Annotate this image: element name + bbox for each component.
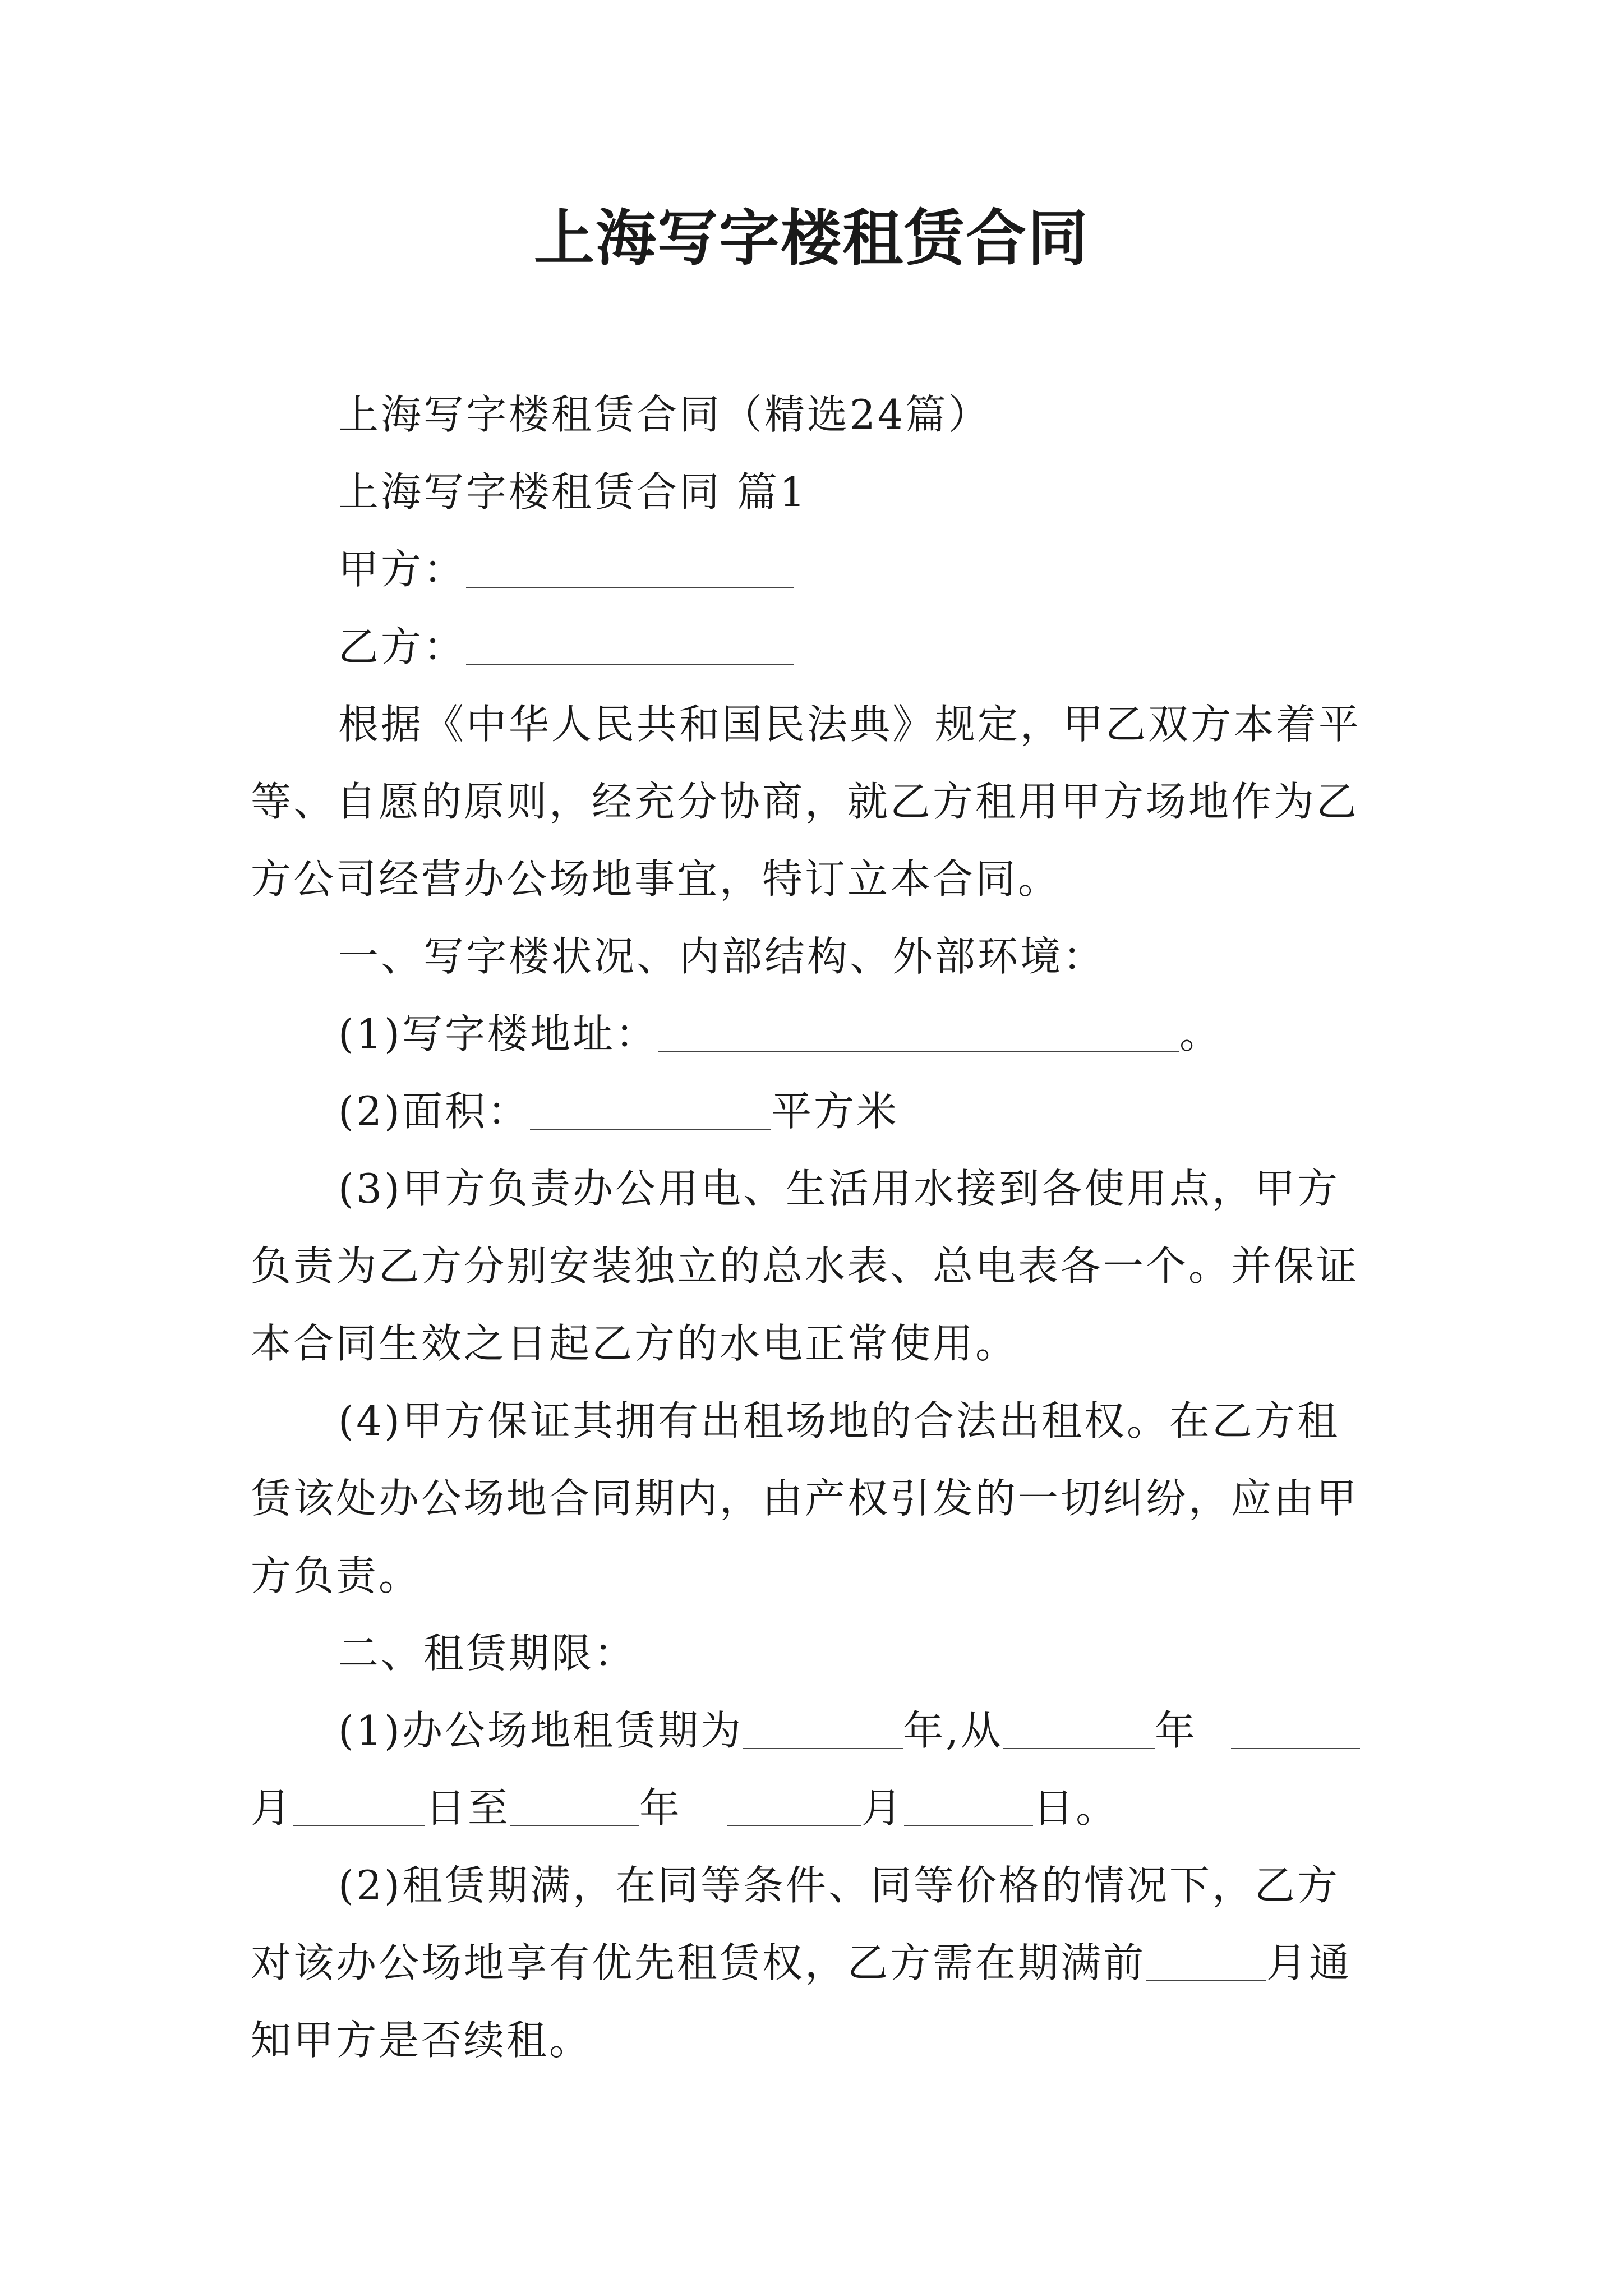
- end-month-label: 月: [861, 1784, 905, 1832]
- clause-1-4-line-2: 赁该处办公场地合同期内，由产权引发的一切纠纷，应由甲: [251, 1475, 1359, 1522]
- clause-1-3-line-3: 本合同生效之日起乙方的水电正常使用。: [251, 1320, 1018, 1367]
- term-years-blank: [743, 1709, 903, 1749]
- party-b-label: 乙方：: [338, 623, 467, 670]
- end-year-blank: [510, 1786, 639, 1826]
- party-b-blank: [466, 625, 794, 665]
- clause-1-3-line-2: 负责为乙方分别安装独立的总水表、总电表各一个。并保证: [251, 1243, 1359, 1290]
- subtitle: 上海写字楼租赁合同（精选24篇）: [338, 391, 991, 438]
- intro-line-1: 根据《中华人民共和国民法典》规定，甲乙双方本着平: [338, 701, 1362, 748]
- clause-1-4-line-3: 方负责。: [251, 1552, 422, 1599]
- start-day-to: 日至: [425, 1784, 511, 1832]
- term-from: 年,从: [903, 1707, 1003, 1754]
- document-title: 上海写字楼租赁合同: [533, 203, 1089, 274]
- party-a-label: 甲方：: [338, 546, 467, 593]
- start-month-blank: [1231, 1709, 1360, 1749]
- clause-1-2: [251, 1073, 1392, 1150]
- clause-1-4-line-1: (4)甲方保证其拥有出租场地的合法出租权。在乙方租: [338, 1397, 1340, 1444]
- end-month-blank: [727, 1786, 861, 1826]
- clause-2-1-line-1: [251, 1692, 1392, 1769]
- clause-2-1-line-2: [251, 1769, 1392, 1847]
- area-unit: 平方米: [771, 1088, 900, 1135]
- address-end: 。: [1179, 1010, 1223, 1057]
- address-label: (1)写字楼地址：: [338, 1010, 658, 1057]
- clause-2-2-line-1: (2)租赁期满，在同等条件、同等价格的情况下，乙方: [338, 1862, 1340, 1909]
- clause-2-2-line-2: [251, 1924, 1392, 2001]
- area-blank: [530, 1089, 771, 1130]
- intro-line-3: 方公司经营办公场地事宜，特订立本合同。: [251, 855, 1061, 903]
- clause-2-2-line-3: 知甲方是否续租。: [251, 2017, 592, 2064]
- area-label: (2)面积：: [338, 1088, 530, 1135]
- party-a-line: [251, 531, 1392, 608]
- clause-1-3-line-1: (3)甲方负责办公用电、生活用水接到各使用点，甲方: [338, 1165, 1340, 1212]
- address-blank: [658, 1012, 1179, 1052]
- start-month-label: 月: [251, 1784, 294, 1832]
- party-a-blank: [466, 547, 794, 588]
- section-2-heading: 二、租赁期限：: [338, 1630, 637, 1677]
- renewal-text-end: 月通: [1266, 1939, 1352, 1986]
- renewal-text: 对该办公场地享有优先租赁权，乙方需在期满前: [251, 1939, 1146, 1986]
- start-year-blank: [1003, 1709, 1155, 1749]
- section-1-heading: 一、写字楼状况、内部结构、外部环境：: [338, 933, 1106, 980]
- clause-1-1: [251, 995, 1392, 1073]
- term-label: (1)办公场地租赁期为: [338, 1707, 743, 1754]
- renewal-months-blank: [1146, 1941, 1266, 1981]
- start-year-label: 年: [1154, 1707, 1197, 1754]
- end-year-label: 年: [639, 1784, 683, 1832]
- end-day-blank: [904, 1786, 1033, 1826]
- end-day-label: 日。: [1033, 1784, 1119, 1832]
- party-b-line: [251, 608, 1392, 685]
- start-day-blank: [293, 1786, 425, 1826]
- document-body: [251, 376, 1392, 2079]
- intro-line-2: 等、自愿的原则，经充分协商，就乙方租用甲方场地作为乙: [251, 778, 1359, 825]
- section-heading: 上海写字楼租赁合同 篇1: [338, 468, 808, 516]
